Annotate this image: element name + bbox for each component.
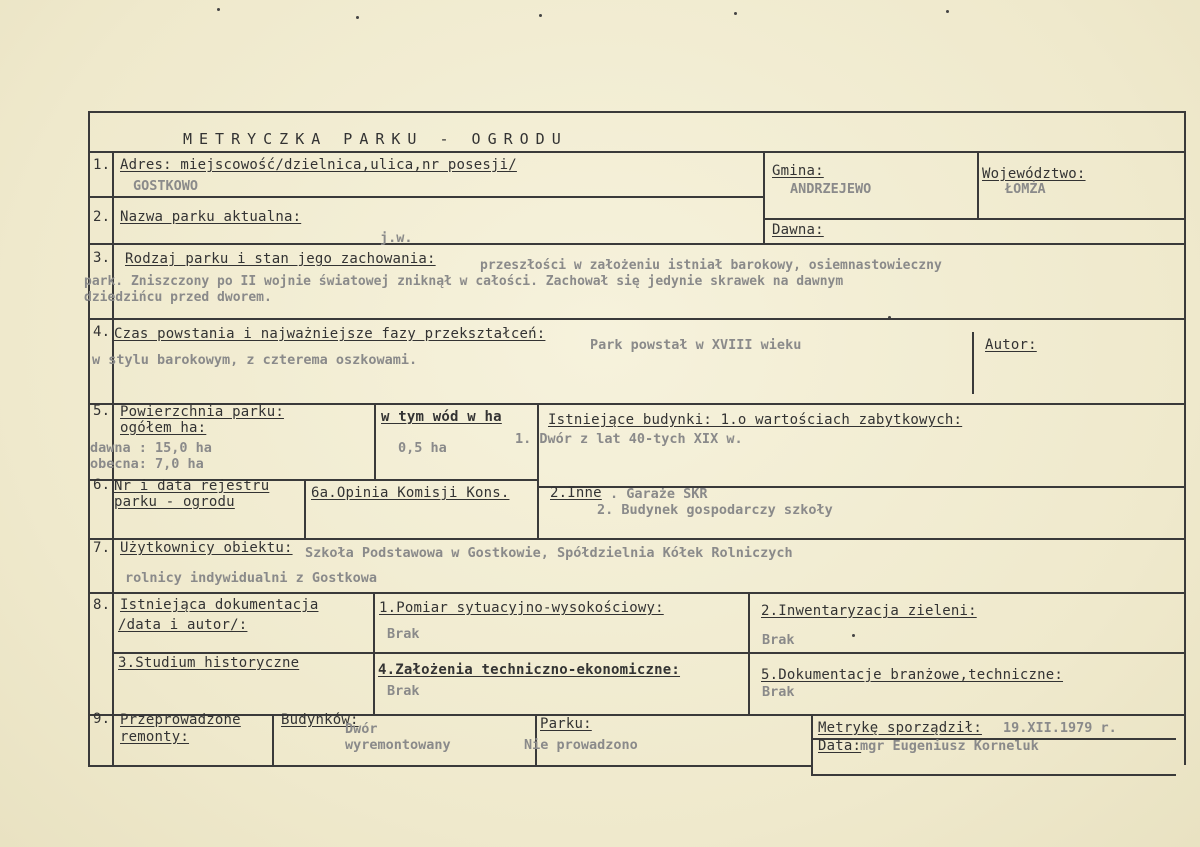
- park-renovated-label: Parku:: [540, 716, 592, 732]
- row1-right-bottom-line: [763, 218, 1186, 220]
- water-value: 0,5 ha: [398, 440, 447, 456]
- speck: [734, 12, 737, 15]
- branch-documentation-label: 5.Dokumentacje branżowe,techniczne:: [761, 667, 1064, 683]
- voivodeship-label: Województwo:: [982, 166, 1086, 182]
- users-label: Użytkownicy obiektu:: [120, 540, 293, 556]
- buildings-renovated-value-2: wyremontowany: [345, 737, 451, 753]
- area-label: Powierzchnia parku:: [120, 404, 284, 420]
- area-total-label: ogółem ha:: [120, 420, 207, 436]
- document-title: METRYCZKA PARKU - OGRODU: [183, 130, 568, 148]
- metryka-bottom-line: [811, 774, 1176, 776]
- address-value: GOSTKOWO: [133, 178, 199, 194]
- register-label-2: parku - ogrodu: [114, 494, 235, 510]
- other-building-1: . Garaże SKR: [610, 486, 708, 502]
- frame-right-line: [1184, 111, 1186, 765]
- renovations-label-2: remonty:: [120, 729, 190, 745]
- documentation-label-2: /data i autor/:: [118, 617, 248, 633]
- gmina-label: Gmina:: [772, 163, 824, 179]
- voivodeship-value: ŁOMŻA: [1005, 181, 1046, 197]
- doc-divider-2: [748, 592, 750, 716]
- s5-number: 5.: [93, 403, 111, 419]
- wod-divider-left: [374, 403, 376, 479]
- frame-left-line: [88, 111, 90, 765]
- park-type-text-2: park. Zniszczony po II wojnie światowej zniknął w całości. Zachował się jedynie skrawek na dawnym: [84, 274, 844, 289]
- gmina-value: ANDRZEJEWO: [790, 181, 872, 197]
- title-bottom-line: [88, 151, 1186, 153]
- other-buildings-label: 2.Inne: [550, 485, 602, 501]
- address-label: Adres: miejscowość/dzielnica,ulica,nr posesji/: [120, 157, 517, 173]
- buildings-label: Istniejące budynki: 1.o wartościach zabytkowych:: [548, 412, 963, 428]
- s7-number: 7.: [93, 540, 111, 556]
- speck: [946, 10, 949, 13]
- frame-bottom-line: [88, 765, 812, 767]
- former-name-label: Dawna:: [772, 222, 824, 238]
- s9-number: 9.: [93, 711, 111, 727]
- author-label: Autor:: [985, 337, 1037, 353]
- park-name-label: Nazwa parku aktualna:: [120, 209, 302, 225]
- documentation-label-1: Istniejąca dokumentacja: [120, 597, 319, 613]
- s2-number: 2.: [93, 209, 111, 225]
- greenery-inventory-value: Brak: [762, 632, 795, 648]
- preparer-name: mgr Eugeniusz Korneluk: [860, 738, 1039, 754]
- survey-label: 1.Pomiar sytuacyjno-wysokościowy:: [379, 600, 664, 616]
- s6-number: 6.: [93, 477, 111, 493]
- opinia-divider: [304, 479, 306, 538]
- frame-top-line: [88, 111, 1186, 113]
- historical-study-label: 3.Studium historyczne: [118, 655, 300, 671]
- row8-mid-line: [112, 652, 1186, 654]
- buildings-renovated-value-1: Dwór: [345, 721, 378, 737]
- branch-documentation-value: Brak: [762, 684, 795, 700]
- renovations-label-1: Przeprowadzone: [120, 712, 241, 728]
- area-former-value: dawna : 15,0 ha: [90, 440, 212, 456]
- greenery-inventory-label: 2.Inwentaryzacja zieleni:: [761, 603, 977, 619]
- prepared-by-label: Metrykę sporządził:: [818, 720, 982, 736]
- autor-divider: [972, 332, 974, 394]
- register-label-1: Nr i data rejestru: [114, 478, 270, 494]
- row3-bottom-line: [88, 318, 1186, 320]
- area-current-value: obecna: 7,0 ha: [90, 456, 204, 472]
- other-building-2: 2. Budynek gospodarczy szkoły: [597, 502, 833, 518]
- remonty-divider: [272, 714, 274, 765]
- park-name-value: j.w.: [380, 230, 413, 246]
- water-label: w tym wód w ha: [381, 409, 502, 425]
- row7-bottom-line: [88, 592, 1186, 594]
- speck: [356, 16, 359, 19]
- history-label: Czas powstania i najważniejsze fazy przekształceń:: [114, 326, 546, 342]
- technical-assumptions-value: Brak: [387, 683, 420, 699]
- users-text-1: Szkoła Podstawowa w Gostkowie, Spółdzielnia Kółek Rolniczych: [305, 545, 793, 561]
- park-type-text-1: przeszłości w założeniu istniał barokowy, osiemnastowieczny: [480, 258, 942, 273]
- date-label: Data:: [818, 738, 862, 754]
- park-type-label: Rodzaj parku i stan jego zachowania:: [125, 251, 436, 267]
- prepared-date: 19.XII.1979 r.: [1003, 720, 1117, 736]
- s8-number: 8.: [93, 597, 111, 613]
- survey-value: Brak: [387, 626, 420, 642]
- doc-divider-1: [373, 592, 375, 716]
- history-text-1: Park powstał w XVIII wieku: [590, 337, 802, 353]
- buildings-renovated-label: Budynków:: [281, 712, 359, 728]
- row2-bottom-line: [88, 243, 1186, 245]
- buildings-value: 1. Dwór z lat 40-tych XIX w.: [515, 431, 743, 447]
- s4-number: 4.: [93, 324, 111, 340]
- s3-number: 3.: [93, 250, 111, 266]
- history-text-2: w stylu barokowym, z czterema oszkowami.: [92, 352, 418, 368]
- park-type-text-3: dziedzińcu przed dworem.: [84, 290, 272, 305]
- commission-opinion-label: 6a.Opinia Komisji Kons.: [311, 485, 510, 501]
- speck: [852, 634, 855, 637]
- speck: [217, 8, 220, 11]
- wod-divider-right: [537, 403, 539, 538]
- users-text-2: rolnicy indywidualni z Gostkowa: [125, 570, 377, 586]
- row8-bottom-line: [88, 714, 1186, 716]
- technical-assumptions-label: 4.Założenia techniczno-ekonomiczne:: [378, 662, 681, 678]
- park-renovated-value: Nie prowadzono: [524, 737, 638, 753]
- speck: [539, 14, 542, 17]
- s1-number: 1.: [93, 157, 111, 173]
- woj-divider: [977, 151, 979, 219]
- row1-bottom-line: [88, 196, 764, 198]
